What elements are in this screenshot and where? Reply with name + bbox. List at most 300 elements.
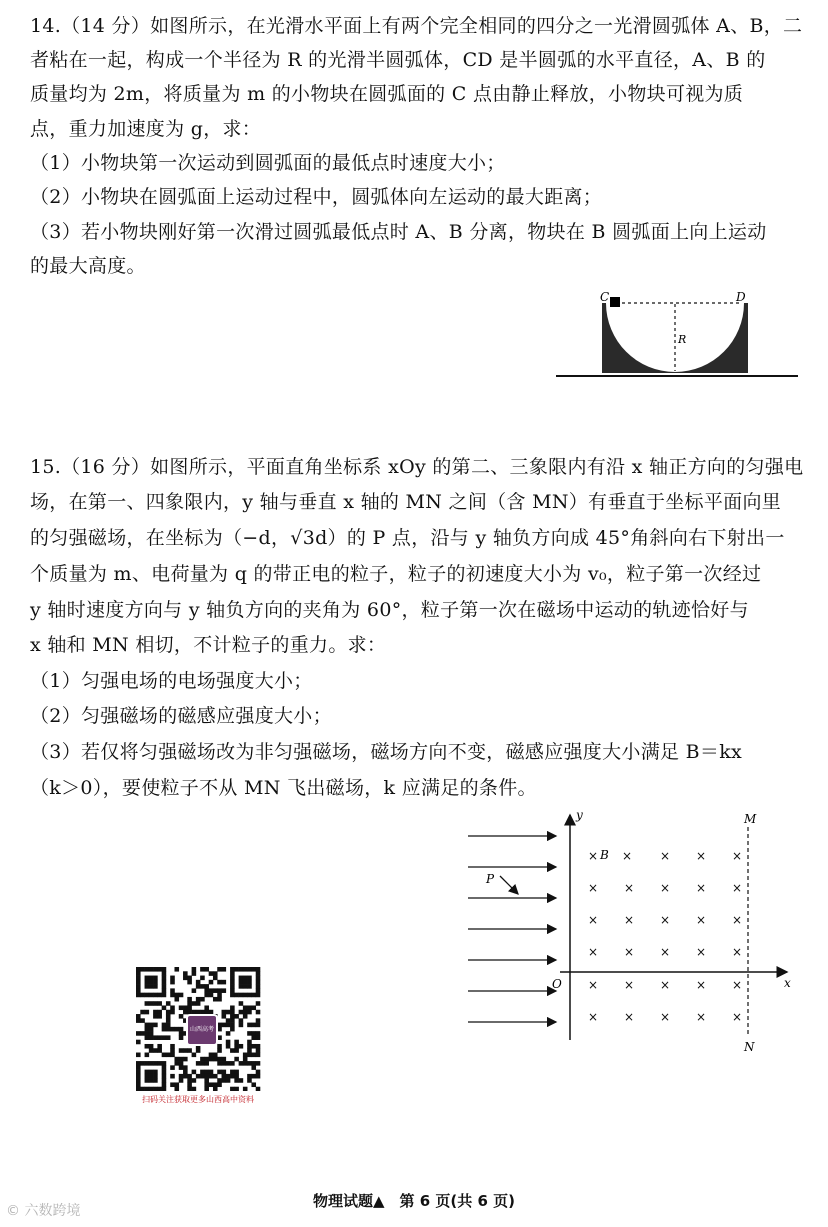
q15-line-6: x 轴和 MN 相切，不计粒子的重力。求： <box>30 634 387 656</box>
qr-module <box>162 1053 167 1058</box>
qr-module <box>192 1001 197 1006</box>
qr-module <box>251 967 256 972</box>
qr-module <box>149 1070 154 1075</box>
qr-module <box>234 1074 239 1079</box>
qr-module <box>251 1005 256 1010</box>
qr-module <box>183 1074 188 1079</box>
qr-module <box>136 1014 141 1019</box>
small-block <box>610 297 620 307</box>
qr-module <box>149 1031 154 1036</box>
qr-module <box>187 1005 192 1010</box>
qr-module <box>200 1057 205 1062</box>
qr-module <box>230 1087 235 1091</box>
qr-module <box>256 980 261 985</box>
qr-module <box>239 1078 244 1083</box>
qr-module <box>234 1078 239 1083</box>
qr-module <box>170 980 175 985</box>
qr-module <box>149 1087 154 1091</box>
label-r: R <box>678 333 687 346</box>
qr-module <box>234 1048 239 1053</box>
q14-line-8: 的最大高度。 <box>30 255 146 277</box>
qr-module <box>170 1074 175 1079</box>
qr-module <box>251 1044 256 1049</box>
qr-module <box>166 1053 171 1058</box>
qr-module <box>183 1065 188 1070</box>
qr-module <box>209 971 214 976</box>
qr-module <box>209 988 214 993</box>
qr-module <box>140 1061 145 1066</box>
qr-module <box>153 1070 158 1075</box>
label-o: O <box>552 977 562 991</box>
qr-module <box>136 1053 141 1058</box>
qr-module <box>243 984 248 989</box>
qr-module <box>136 1074 141 1079</box>
qr-module <box>222 1078 227 1083</box>
qr-module <box>162 993 167 998</box>
qr-module <box>162 1035 167 1040</box>
q14-sub-1: （1）小物块第一次运动到圆弧面的最低点时速度大小； <box>30 152 506 174</box>
qr-module <box>222 1010 227 1015</box>
qr-module <box>162 1078 167 1083</box>
qr-module <box>256 971 261 976</box>
qr-module <box>209 1082 214 1087</box>
qr-module <box>153 1023 158 1028</box>
qr-module <box>179 1065 184 1070</box>
qr-module <box>256 1018 261 1023</box>
qr-module <box>230 980 235 985</box>
qr-module <box>243 1061 248 1066</box>
qr-module <box>204 993 209 998</box>
qr-module <box>247 984 252 989</box>
qr-module <box>153 1074 158 1079</box>
qr-module <box>157 1001 162 1006</box>
initial-velocity-arrow <box>500 876 518 894</box>
qr-module <box>174 1082 179 1087</box>
qr-module <box>222 1070 227 1075</box>
qr-module <box>140 967 145 972</box>
qr-module <box>162 980 167 985</box>
qr-module <box>209 993 214 998</box>
qr-module <box>162 1070 167 1075</box>
qr-module <box>200 997 205 1002</box>
qr-module <box>217 1061 222 1066</box>
qr-module <box>192 971 197 976</box>
qr-module <box>200 1061 205 1066</box>
q15-sub-2: （2）匀强磁场的磁感应强度大小； <box>30 705 332 727</box>
qr-module <box>174 1057 179 1062</box>
qr-module <box>136 971 141 976</box>
qr-module <box>174 1061 179 1066</box>
qr-module <box>213 976 218 981</box>
qr-module <box>136 1070 141 1075</box>
qr-module <box>239 993 244 998</box>
qr-module <box>247 1031 252 1036</box>
qr-module <box>213 971 218 976</box>
qr-module <box>226 1061 231 1066</box>
qr-module <box>145 967 150 972</box>
qr-module <box>247 993 252 998</box>
qr-module <box>179 993 184 998</box>
qr-module <box>217 967 222 972</box>
qr-module <box>243 1010 248 1015</box>
b-field-mark: × <box>624 913 635 927</box>
qr-module <box>204 1087 209 1091</box>
qr-module <box>166 1018 171 1023</box>
qr-module <box>136 993 141 998</box>
qr-module <box>226 1040 231 1045</box>
qr-module <box>145 976 150 981</box>
qr-module <box>222 980 227 985</box>
qr-module <box>153 1001 158 1006</box>
qr-module <box>204 1061 209 1066</box>
qr-module <box>136 1065 141 1070</box>
qr-module <box>179 1074 184 1079</box>
qr-module <box>196 1061 201 1066</box>
qr-module <box>247 1040 252 1045</box>
qr-module <box>234 1044 239 1049</box>
qr-module <box>230 1010 235 1015</box>
qr-module <box>149 1074 154 1079</box>
qr-module <box>217 1078 222 1083</box>
qr-module <box>213 1057 218 1062</box>
qr-module <box>179 1035 184 1040</box>
qr-module <box>251 1031 256 1036</box>
qr-module <box>145 1061 150 1066</box>
qr-module <box>174 967 179 972</box>
qr-module <box>136 988 141 993</box>
qr-module <box>136 1018 141 1023</box>
b-field-mark: × <box>624 945 635 959</box>
qr-module <box>157 1048 162 1053</box>
qr-module <box>251 1023 256 1028</box>
qr-module <box>251 1082 256 1087</box>
qr-module <box>170 1082 175 1087</box>
qr-module <box>234 993 239 998</box>
qr-module <box>192 988 197 993</box>
b-field-mark: × <box>732 945 743 959</box>
qr-module <box>230 1005 235 1010</box>
q14-sub-2: （2）小物块在圆弧面上运动过程中，圆弧体向左运动的最大距离； <box>30 186 603 208</box>
qr-caption: 扫码关注获取更多山西高中资料 <box>142 1095 254 1104</box>
qr-module <box>192 1087 197 1091</box>
qr-module <box>217 1070 222 1075</box>
qr-module <box>157 1087 162 1091</box>
label-y: y <box>576 808 583 822</box>
qr-module <box>149 1027 154 1032</box>
qr-module <box>209 1053 214 1058</box>
b-field-mark: × <box>588 849 599 863</box>
qr-module <box>149 984 154 989</box>
qr-module <box>222 1014 227 1019</box>
qr-module <box>170 1005 175 1010</box>
qr-module <box>162 1023 167 1028</box>
qr-module <box>149 1048 154 1053</box>
qr-module <box>226 1074 231 1079</box>
qr-module <box>174 1027 179 1032</box>
qr-module <box>213 997 218 1002</box>
qr-module <box>247 980 252 985</box>
qr-module <box>192 1070 197 1075</box>
qr-module <box>204 1070 209 1075</box>
qr-module <box>226 1031 231 1036</box>
qr-module <box>196 1001 201 1006</box>
qr-module <box>247 1061 252 1066</box>
qr-module <box>153 976 158 981</box>
qr-module <box>145 980 150 985</box>
qr-module <box>256 1001 261 1006</box>
qr-module <box>170 1048 175 1053</box>
qr-module <box>247 1048 252 1053</box>
qr-module <box>162 1061 167 1066</box>
qr-module <box>196 1048 201 1053</box>
qr-module <box>187 1074 192 1079</box>
qr-module <box>170 1010 175 1015</box>
qr-module <box>251 1061 256 1066</box>
qr-module <box>230 967 235 972</box>
q15-line-5: y 轴时速度方向与 y 轴负方向的夹角为 60°，粒子第一次在磁场中运动的轨迹恰好与 <box>30 599 749 621</box>
qr-module <box>179 1061 184 1066</box>
qr-module <box>140 1018 145 1023</box>
q14-line-3: 质量均为 2m，将质量为 m 的小物块在圆弧面的 C 点由静止释放，小物块可视为质 <box>30 83 744 105</box>
b-field-mark: × <box>732 913 743 927</box>
qr-module <box>256 988 261 993</box>
qr-module <box>243 1014 248 1019</box>
qr-module <box>149 1023 154 1028</box>
q14-line-2: 者粘在一起，构成一个半径为 R 的光滑半圆弧体，CD 是半圆弧的水平直径，A、B 的 <box>30 49 766 71</box>
qr-module <box>204 984 209 989</box>
qr-module <box>209 1057 214 1062</box>
b-field-mark: × <box>696 945 707 959</box>
label-d: D <box>736 290 746 304</box>
qr-module <box>179 1014 184 1019</box>
qr-module <box>256 1044 261 1049</box>
qr-module <box>145 993 150 998</box>
b-field-mark: × <box>588 1010 599 1024</box>
qr-module <box>234 1087 239 1091</box>
qr-code-block[interactable] <box>136 967 264 1091</box>
qr-module <box>149 1044 154 1049</box>
qr-module <box>145 1010 150 1015</box>
qr-module <box>230 984 235 989</box>
qr-module <box>136 1078 141 1083</box>
qr-module <box>162 988 167 993</box>
qr-module <box>247 1005 252 1010</box>
q15-line-10: （k＞0），要使粒子不从 MN 飞出磁场，k 应满足的条件。 <box>30 777 537 799</box>
qr-module <box>149 1078 154 1083</box>
b-field-mark: × <box>732 849 743 863</box>
qr-module <box>153 980 158 985</box>
qr-module <box>222 1061 227 1066</box>
b-field-mark: × <box>696 978 707 992</box>
qr-module <box>145 1087 150 1091</box>
qr-module <box>145 1035 150 1040</box>
qr-module <box>153 1010 158 1015</box>
b-field-mark: × <box>588 945 599 959</box>
b-field-mark: × <box>732 1010 743 1024</box>
qr-module <box>136 1087 141 1091</box>
b-field-mark: × <box>588 913 599 927</box>
qr-module <box>145 1031 150 1036</box>
qr-module <box>213 1082 218 1087</box>
qr-module <box>243 1057 248 1062</box>
qr-module <box>247 1053 252 1058</box>
qr-module <box>162 1027 167 1032</box>
qr-module <box>251 1065 256 1070</box>
qr-module <box>136 976 141 981</box>
qr-module <box>200 976 205 981</box>
b-field-mark: × <box>660 978 671 992</box>
qr-module <box>179 1057 184 1062</box>
qr-module <box>153 984 158 989</box>
qr-module <box>222 988 227 993</box>
qr-module <box>200 984 205 989</box>
qr-module <box>166 1035 171 1040</box>
qr-module <box>136 1040 141 1045</box>
qr-module <box>234 967 239 972</box>
qr-module <box>153 1061 158 1066</box>
qr-module <box>196 984 201 989</box>
qr-module <box>243 967 248 972</box>
qr-module <box>247 967 252 972</box>
qr-module <box>243 993 248 998</box>
qr-module <box>187 1082 192 1087</box>
qr-module <box>247 1010 252 1015</box>
qr-module <box>166 1014 171 1019</box>
qr-module <box>153 1035 158 1040</box>
b-field-mark: × <box>732 978 743 992</box>
label-m: M <box>744 812 757 826</box>
qr-module <box>251 1074 256 1079</box>
qr-module <box>243 1087 248 1091</box>
qr-module <box>166 1001 171 1006</box>
qr-module <box>162 1065 167 1070</box>
qr-center-text: 山西高考 <box>189 1026 214 1033</box>
qr-module <box>217 1044 222 1049</box>
qr-module <box>145 1023 150 1028</box>
qr-module <box>256 1053 261 1058</box>
q15-sub-1: （1）匀强电场的电场强度大小； <box>30 670 313 692</box>
qr-module <box>179 1048 184 1053</box>
qr-module <box>145 1001 150 1006</box>
qr-module <box>187 976 192 981</box>
qr-module <box>192 1053 197 1058</box>
label-n: N <box>744 1040 755 1054</box>
qr-module <box>200 1074 205 1079</box>
qr-module <box>234 1057 239 1062</box>
qr-module <box>200 1070 205 1075</box>
qr-module <box>239 1061 244 1066</box>
b-field-mark: × <box>696 849 707 863</box>
b-field-mark: × <box>696 881 707 895</box>
qr-module <box>239 1023 244 1028</box>
qr-module <box>247 1078 252 1083</box>
qr-module <box>170 1053 175 1058</box>
qr-module <box>162 971 167 976</box>
qr-module <box>136 1061 141 1066</box>
b-field-mark: × <box>624 978 635 992</box>
qr-module <box>196 1074 201 1079</box>
qr-module <box>145 1044 150 1049</box>
qr-module <box>256 1087 261 1091</box>
qr-module <box>157 1035 162 1040</box>
qr-module <box>157 1061 162 1066</box>
qr-module <box>196 997 201 1002</box>
qr-module <box>222 967 227 972</box>
qr-module <box>149 967 154 972</box>
qr-module <box>136 1031 141 1036</box>
magnetic-field-marks <box>588 849 742 1024</box>
qr-module <box>136 980 141 985</box>
qr-module <box>230 1061 235 1066</box>
qr-module <box>239 1044 244 1049</box>
qr-module <box>222 1057 227 1062</box>
b-field-mark: × <box>660 945 671 959</box>
qr-module <box>170 1027 175 1032</box>
qr-module <box>145 1070 150 1075</box>
qr-module <box>230 993 235 998</box>
qr-module <box>170 976 175 981</box>
bowl-body <box>602 303 748 373</box>
qr-module <box>204 1078 209 1083</box>
qr-module <box>187 1001 192 1006</box>
qr-module <box>162 967 167 972</box>
qr-module <box>243 976 248 981</box>
qr-module <box>204 1082 209 1087</box>
b-field-mark: × <box>588 881 599 895</box>
qr-module <box>136 1082 141 1087</box>
qr-module <box>256 976 261 981</box>
qr-module <box>209 1070 214 1075</box>
qr-module <box>140 993 145 998</box>
qr-module <box>192 1078 197 1083</box>
qr-module <box>239 1018 244 1023</box>
qr-module <box>153 1014 158 1019</box>
qr-module <box>136 984 141 989</box>
qr-module <box>170 1044 175 1049</box>
qr-module <box>183 1048 188 1053</box>
qr-module <box>157 993 162 998</box>
qr-module <box>183 1057 188 1062</box>
qr-module <box>239 984 244 989</box>
qr-module <box>256 1023 261 1028</box>
b-field-mark: × <box>624 1010 635 1024</box>
b-field-mark: × <box>696 1010 707 1024</box>
qr-module <box>239 1001 244 1006</box>
qr-module <box>251 1035 256 1040</box>
qr-module <box>157 1010 162 1015</box>
qr-module <box>204 1057 209 1062</box>
b-field-mark: × <box>660 913 671 927</box>
qr-module <box>204 967 209 972</box>
qr-module <box>204 988 209 993</box>
qr-module <box>187 1078 192 1083</box>
qr-module <box>251 1053 256 1058</box>
qr-module <box>174 1087 179 1091</box>
qr-module <box>256 1010 261 1015</box>
b-field-mark: × <box>660 849 671 863</box>
q14-line-1: 14.（14 分）如图所示，在光滑水平面上有两个完全相同的四分之一光滑圆弧体 A、B，二 <box>30 15 803 37</box>
q15-sub-3: （3）若仅将匀强磁场改为非匀强磁场，磁场方向不变，磁感应强度大小满足 B＝kx <box>30 741 743 763</box>
qr-module <box>204 1005 209 1010</box>
qr-module <box>183 976 188 981</box>
qr-module <box>243 1005 248 1010</box>
qr-module <box>166 1010 171 1015</box>
qr-module <box>145 984 150 989</box>
qr-module <box>200 967 205 972</box>
qr-module <box>187 980 192 985</box>
page-footer: 物理试题▲ 第 6 页(共 6 页) <box>312 1192 515 1210</box>
qr-module <box>174 997 179 1002</box>
